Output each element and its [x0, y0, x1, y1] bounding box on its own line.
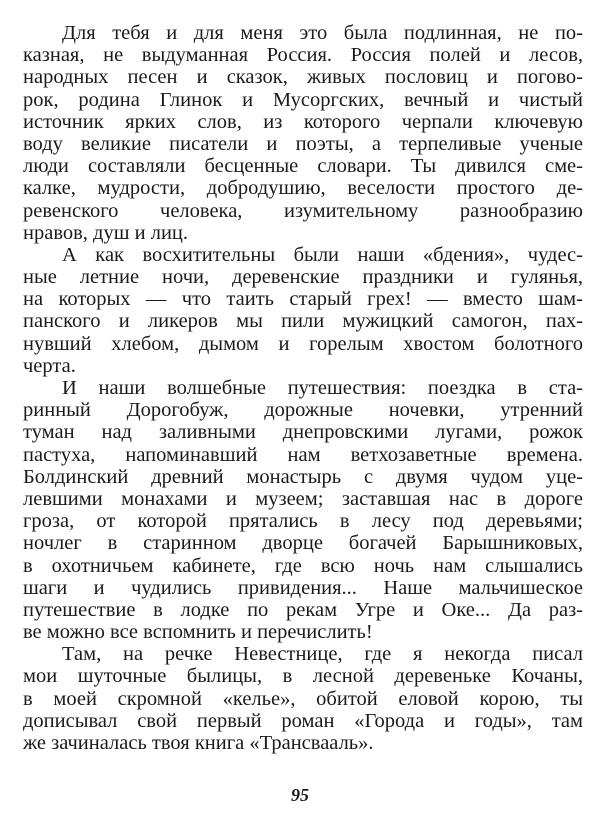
text-line: народных песен и сказок, живых пословиц и погово-	[23, 66, 583, 89]
text-line: в охотничьем кабинете, где всю ночь нам слышались	[23, 554, 583, 577]
text-line: ринный Дорогобуж, дорожные ночевки, утренний	[23, 399, 583, 422]
paragraph	[23, 643, 583, 754]
text-line: гроза, от которой прятались в лесу под деревьями;	[23, 510, 583, 533]
text-line: источник ярких слов, из которого черпали ключевую	[23, 110, 583, 133]
text-line: калке, мудрости, добродушию, веселости простого де-	[23, 177, 583, 200]
text-line: дописывал свой первый роман «Города и годы», там	[23, 709, 583, 732]
text-line: рок, родина Глинок и Мусоргских, вечный и чистый	[23, 88, 583, 111]
text-line: туман над заливными днепровскими лугами, рожок	[23, 421, 583, 444]
text-line: пастуха, напоминавший нам ветхозаветные времена.	[23, 443, 583, 466]
text-line: А как восхитительны были наши «бдения», чудес-	[62, 243, 583, 266]
text-line: мои шуточные былицы, в лесной деревеньке Кочаны,	[23, 665, 583, 688]
text-line: люди составляли бесценные словари. Ты дивился сме-	[23, 155, 583, 178]
paragraph	[23, 244, 583, 377]
text-line: ночлег в старинном дворце богачей Барышниковых,	[23, 532, 583, 555]
text-line: левшими монахами и музеем; заставшая нас в дороге	[23, 487, 583, 510]
text-line: И наши волшебные путешествия: поездка в ста-	[62, 377, 583, 399]
text-line: ные летние ночи, деревенские праздники и гулянья,	[23, 266, 583, 289]
text-line: казная, не выдуманная Россия. Россия полей и лесов,	[23, 44, 583, 67]
text-line: в моей скромной «келье», обитой еловой корою, ты	[23, 687, 583, 710]
text-line: путешествие в лодке по рекам Угре и Оке... Да раз-	[23, 598, 583, 621]
text-line: черта.	[23, 354, 76, 377]
text-line: Для тебя и для меня это была подлинная, не по-	[62, 22, 583, 44]
text-line: воду великие писатели и поэты, а терпеливые ученые	[23, 132, 583, 155]
text-line: Болдинский древний монастырь с двумя чудом уце-	[23, 465, 583, 488]
text-line: панского и ликеров мы пили мужицкий самогон, пах-	[23, 310, 583, 333]
paragraph	[23, 22, 583, 244]
text-line: же зачиналась твоя книга «Трансвааль».	[23, 732, 374, 754]
text-line: нувший хлебом, дымом и горелым хвостом болотного	[23, 332, 583, 355]
text-line: ревенского человека, изумительному разнообразию	[23, 199, 583, 222]
paragraph	[23, 377, 583, 643]
page-number: 95	[291, 785, 309, 805]
text-line: нравов, душ и лиц.	[23, 221, 189, 244]
text-line: ве можно все вспомнить и перечислить!	[23, 621, 373, 644]
text-line: шаги и чудились привидения... Наше мальчишеское	[23, 576, 583, 599]
text-line: Там, на речке Невестнице, где я некогда писал	[62, 643, 583, 666]
text-line: на которых — что таить старый грех! — вместо шам-	[23, 288, 583, 311]
page-body-text	[23, 22, 583, 754]
